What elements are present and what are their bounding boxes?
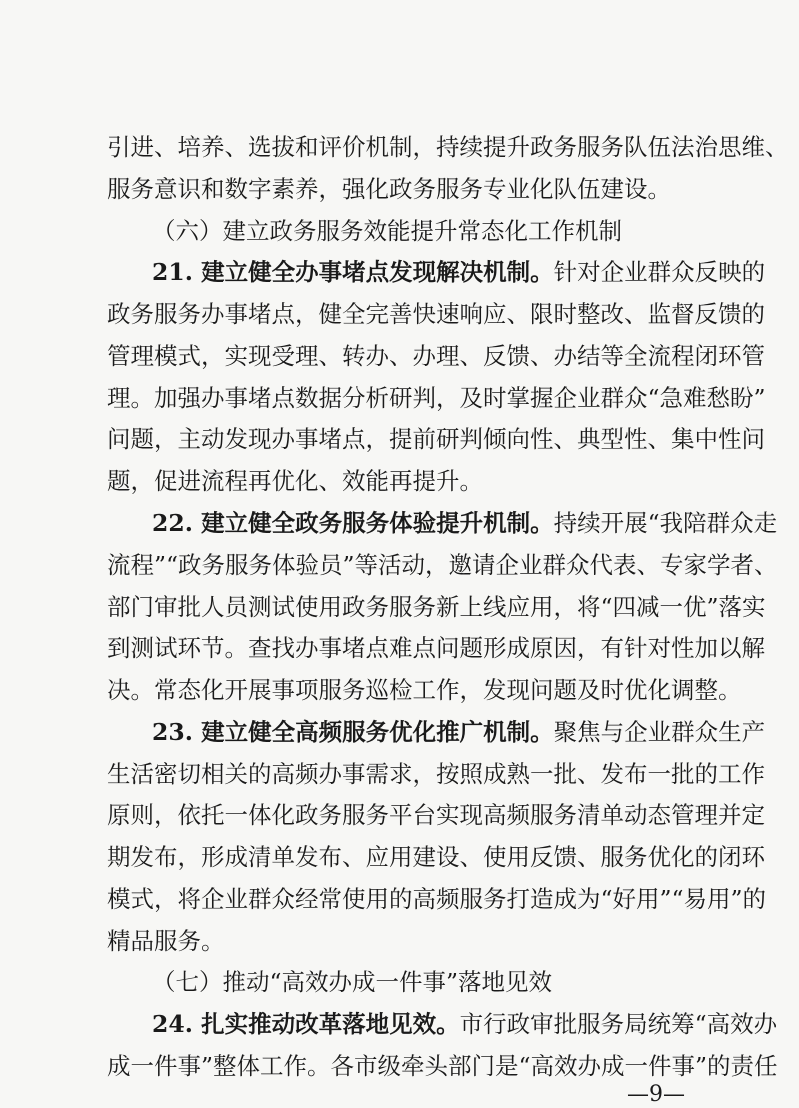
body-text-line: 模式，将企业群众经常使用的高频服务打造成为“好用”“易用”的 — [107, 885, 767, 913]
body-text-line: 服务意识和数字素养，强化政务服务专业化队伍建设。 — [107, 175, 671, 203]
body-text-line: 流程”“政务服务体验员”等活动，邀请企业群众代表、专家学者、 — [107, 551, 778, 579]
body-text-line: 生活密切相关的高频办事需求，按照成熟一批、发布一批的工作 — [107, 760, 765, 788]
body-text-line: 引进、培养、选拔和评价机制，持续提升政务服务队伍法治思维、 — [107, 133, 789, 161]
page-number: —9— — [627, 1082, 685, 1107]
item-23-first-line — [152, 718, 766, 746]
item-22-text: 持续开展“我陪群众走 — [553, 509, 778, 537]
item-22-first-line — [152, 509, 778, 537]
body-text-line: 成一件事”整体工作。各市级牵头部门是“高效办成一件事”的责任 — [107, 1052, 778, 1080]
body-text-line: 决。常态化开展事项服务巡检工作，发现问题及时优化调整。 — [107, 676, 742, 704]
item-22-title: 22. 建立健全政务服务体验提升机制。 — [152, 509, 554, 537]
body-text-line: 期发布，形成清单发布、应用建设、使用反馈、服务优化的闭环 — [107, 843, 765, 871]
item-23-text: 聚焦与企业群众生产 — [553, 718, 766, 746]
body-text-line: 原则，依托一体化政务服务平台实现高频服务清单动态管理并定 — [107, 801, 765, 829]
body-text-line: 题，促进流程再优化、效能再提升。 — [107, 467, 483, 495]
item-24-title: 24. 扎实推动改革落地见效。 — [152, 1010, 460, 1038]
item-21-text: 针对企业群众反映的 — [553, 258, 766, 286]
body-text-line: 精品服务。 — [107, 927, 225, 955]
item-24-text: 市行政审批服务局统筹“高效办 — [459, 1010, 778, 1038]
item-23-title: 23. 建立健全高频服务优化推广机制。 — [152, 718, 554, 746]
body-text-line: 到测试环节。查找办事堵点难点问题形成原因，有针对性加以解 — [107, 634, 765, 662]
body-text-line: 政务服务办事堵点，健全完善快速响应、限时整改、监督反馈的 — [107, 300, 765, 328]
body-text-line: 理。加强办事堵点数据分析研判，及时掌握企业群众“急难愁盼” — [107, 384, 766, 412]
section-heading-6: （六）建立政务服务效能提升常态化工作机制 — [152, 217, 622, 245]
body-text-line: 部门审批人员测试使用政务服务新上线应用，将“四减一优”落实 — [107, 593, 766, 621]
body-text-line: 问题，主动发现办事堵点，提前研判倾向性、典型性、集中性问 — [107, 425, 765, 453]
item-21-title: 21. 建立健全办事堵点发现解决机制。 — [152, 258, 554, 286]
item-24-first-line — [152, 1010, 778, 1038]
section-heading-7: （七）推动“高效办成一件事”落地见效 — [152, 968, 553, 996]
body-text-line: 管理模式，实现受理、转办、办理、反馈、办结等全流程闭环管 — [107, 342, 765, 370]
item-21-first-line — [152, 258, 766, 286]
